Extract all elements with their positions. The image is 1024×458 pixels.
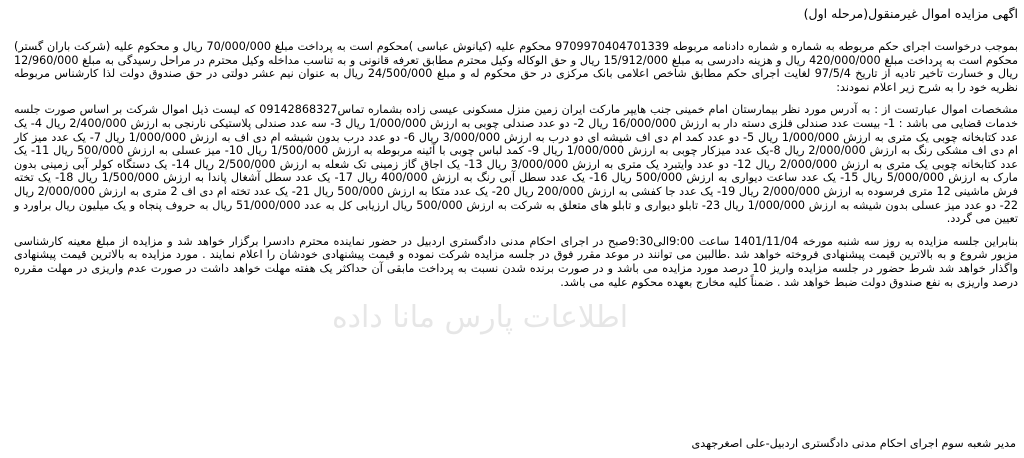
intro-paragraph: بموجب درخواست اجرای حکم مربوطه به شماره و شماره دادنامه مربوطه 9709970404701339 محکوم علیه (کیانوش عباسی )محکوم است به پرداخت مبلغ 70/000/000 ریال و محکوم علیه (شرکت باران گستر) محکوم است به پرداخت مبلغ 420/000/000 ریال و هزینه دادرسی به مبلغ 15/912/000 ریال و حق الوکاله وکیل محترم مطابق تعرفه قانونی و به تناسب مداخله وکیل محترم در مراحل رسیدگی به مبلغ 12/960/000 ریال و خسارت تاخیر تادیه از تاریخ 97/5/4 لغایت اجرای حکم مطابق شاخص اعلامی بانک مرکزی در حق محکوم له و مبلغ 24/500/000 ریال به عنوان نیم عشر دولتی در حق صندوق دولت لذا کارشناس مربوطه نظریه خود را به شرح زیر اعلام نمودند:: [14, 40, 1018, 94]
auction-paragraph: بنابراین جلسه مزایده به روز سه شنبه مورخه 1401/11/04 ساعت 9:00الی9:30صبح در اجرای احکام مدنی دادگستری اردبیل در حضور نماینده محترم دادسرا برگزار خواهد شد و مزایده از مبلغ معینه کارشناسی مزبور شروع و به بالاترین قیمت پیشنهادی فروخته خواهد شد .طالبین می توانند در موعد مقرر فوق در جلسه مزایده شرکت نموده و قیمت پیشنهادی خودشان را اعلام نمایند . مورد مزایده به بالاترین قیمت پیشنهادی واگذار خواهد شد شرط حضور در جلسه مزایده واریز 10 درصد مورد مزایده می باشد و در صورت برنده شدن نسبت به پرداخت مابقی آن حداکثر یک هفته مهلت خواهد داشت در صورت عدم واریزی در مهلت مقرره درصد واریزی به نفع صندوق دولت ضبط خواهد شد . ضمناً کلیه مخارج بعهده محکوم علیه می باشد.: [14, 234, 1018, 289]
notice-title: اگهی مزایده اموال غیرمنقول(مرحله اول): [803, 6, 1018, 21]
assets-paragraph: مشخصات اموال عبارتست از : به آدرس مورد نظر بیمارستان امام خمینی جنب هایپر مارکت ایران زمین منزل مسکونی عیسی زاده بشماره تماس09142868327 که لیست ذیل اموال شرکت بر اساس صورت جلسه خدمات قضایی می باشد : 1- بیست عدد صندلی فلزی دسته دار به ارزش 16/000/000 ریال 2- دو عدد صندلی چوبی به ارزش 1/000/000 ریال 3- سه عدد صندلی پلاستیکی نارنجی به ارزش 2/400/000 ریال 4- یک عدد کتابخانه چوبی یک متری به ارزش 1/000/000 ریال 5- دو عدد کمد ام دی اف شیشه ای دو درب به ارزش 3/000/000 ریال 6- دو عدد درب بدون شیشه ام دی اف به ارزش 1/000/000 ریال 7- یک عدد میز کار ام دی اف مشکی رنگ به ارزش 2/000/000 ریال 8-یک عدد میزکار چوبی به ارزش 1/000/000 ریال 9- کمد لباس چوبی با آئینه مربوطه به ارزش 1/500/000 ریال 10- میز عسلی به ارزش 500/000 ریال 11- یک عدد کتابخانه چوبی یک متری به ارزش 2/000/000 ریال 12- دو عدد وایتبرد یک متری به ارزش 3/000/000 ریال 13- یک اجاق گاز زمینی تک شعله به ارزش 2/500/000 ریال 14- یک دستگاه کولر آبی زمینی بدون مارک به ارزش 5/000/000 ریال 15- یک عدد ساعت دیواری به ارزش 500/000 ریال 16- یک عدد سطل آبی رنگ به ارزش 400/000 ریال 17- یک عدد سطل آشغال پاندا به ارزش 1/500/000 ریال 18- یک تخته فرش ماشینی 12 متری فرسوده به ارزش 2/000/000 ریال 19- یک عدد جا کفشی به ارزش 200/000 ریال 20- یک عدد متکا به ارزش 500/000 ریال 21- یک عدد تخته ام دی اف 2 متری به ارزش 2/000/000 ریال 22- دو عدد میز عسلی بدون شیشه به ارزش 1/000/000 ریال 23- تابلو دیواری و تابلو های متعلق به شرکت به ارزش 500/000 ریال ارزیابی کل به عدد 51/000/000 ریال به حروف پنجاه و یک میلیون ریال براورد و تعیین می گردد.: [14, 103, 1019, 226]
watermark-text: اطلاعات پارس مانا داده: [331, 300, 629, 335]
signature-line: مدیر شعبه سوم اجرای احکام مدنی دادگستری اردبیل-علی اصغرجهدی: [691, 437, 1016, 450]
